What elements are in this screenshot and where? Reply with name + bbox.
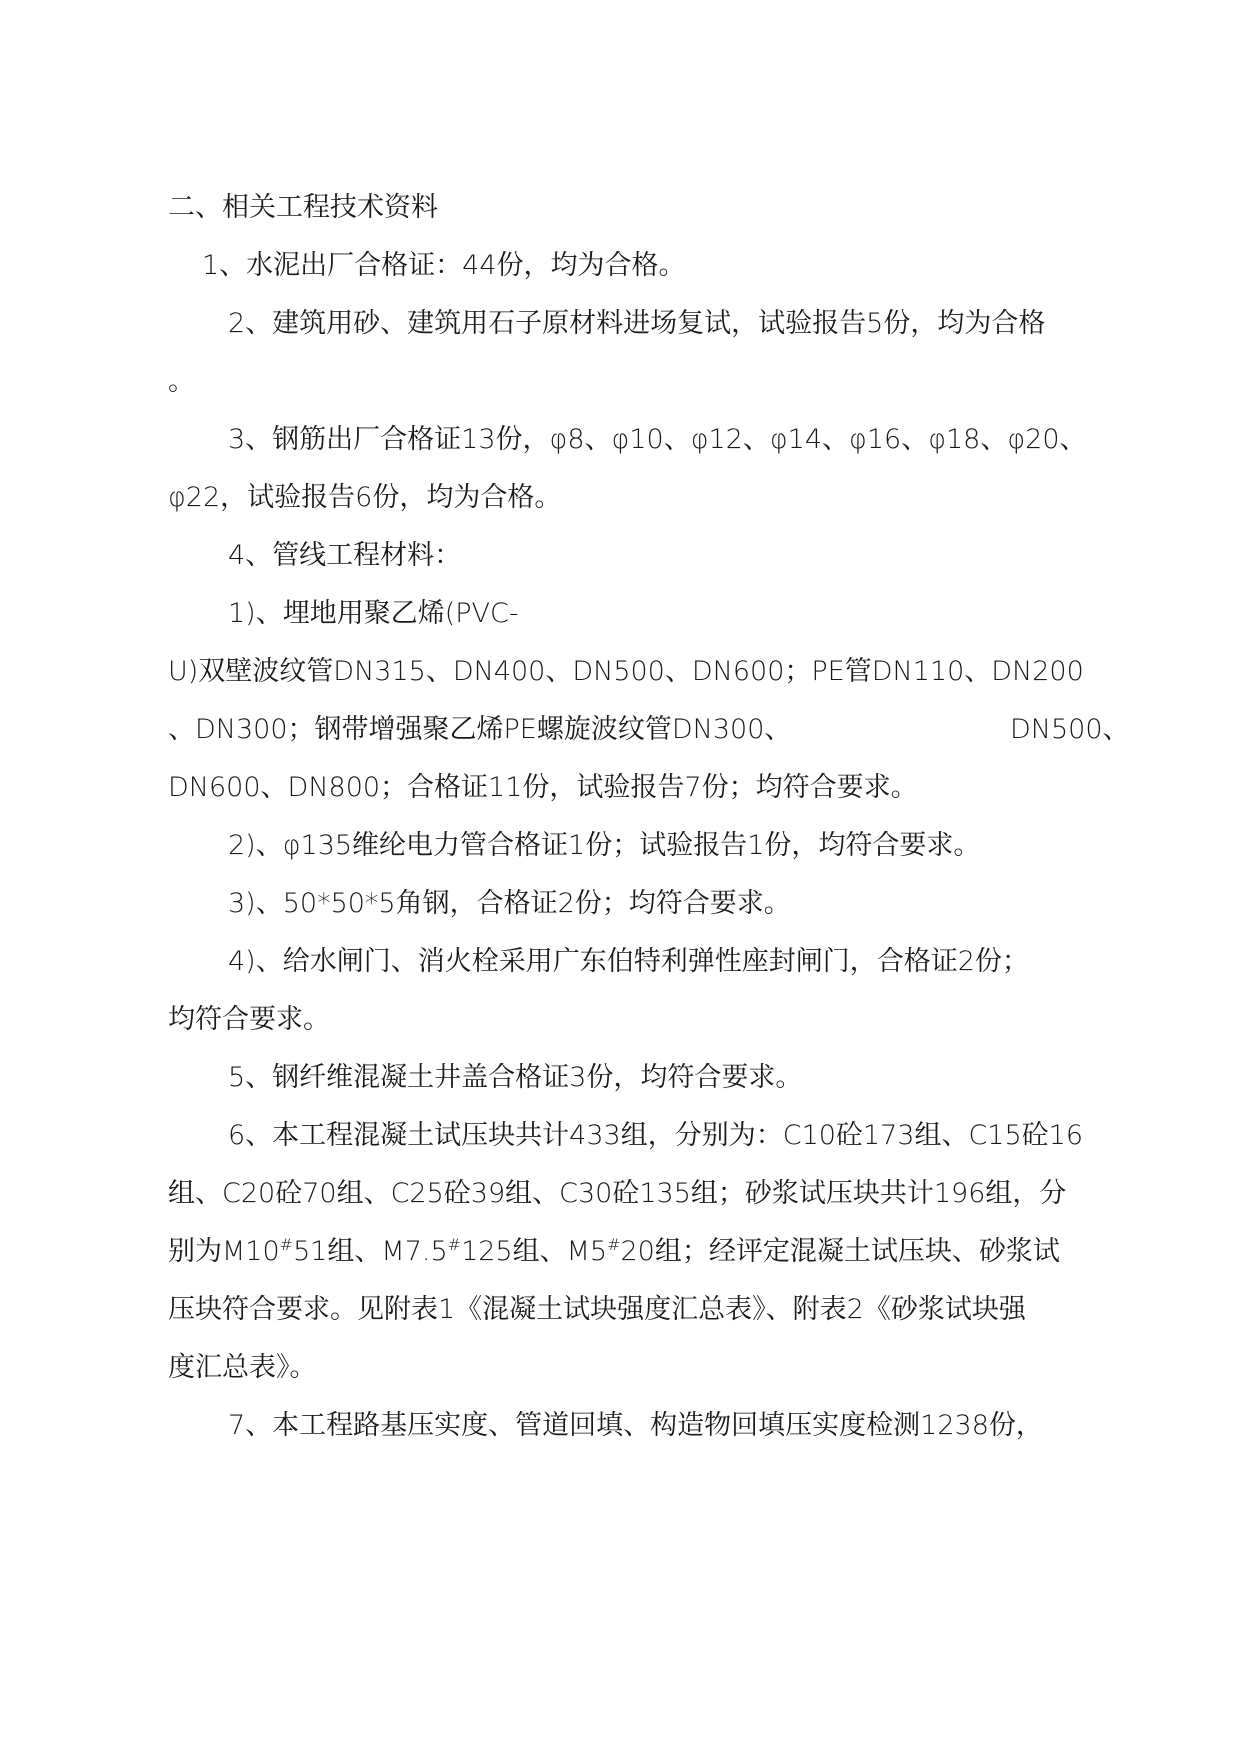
item-1: 1、水泥出厂合格证：44份，均为合格。 (202, 250, 686, 281)
item-4-2: 2)、φ135维纶电力管合格证1份；试验报告1份，均符合要求。 (228, 830, 981, 861)
item-4: 4、管线工程材料： (228, 540, 462, 571)
item-4-1-line-1: 1)、埋地用聚乙烯(PVC- (228, 598, 519, 629)
item-6-sup-3: # (607, 1235, 621, 1254)
item-3-line-2: φ22，试验报告6份，均为合格。 (168, 482, 562, 513)
section-title: 二、相关工程技术资料 (168, 192, 438, 223)
item-2-line-1: 2、建筑用砂、建筑用石子原材料进场复试，试验报告5份，均为合格 (228, 308, 1046, 339)
item-6-line-2: 组、C20砼70组、C25砼39组、C30砼135组；砂浆试压块共计196组，分 (168, 1178, 1067, 1209)
item-5: 5、钢纤维混凝土井盖合格证3份，均符合要求。 (228, 1062, 803, 1093)
item-4-4-line-1: 4)、给水闸门、消火栓采用广东伯特利弹性座封闸门，合格证2份； (228, 946, 1029, 977)
item-4-1-line-4: DN600、DN800；合格证11份，试验报告7份；均符合要求。 (168, 772, 918, 803)
item-6-text-1: 别为M10 (168, 1236, 280, 1267)
item-3-line-1: 3、钢筋出厂合格证13份，φ8、φ10、φ12、φ14、φ16、φ18、φ20、 (228, 424, 1087, 455)
item-6-text-4: 20组；经评定混凝土试压块、砂浆试 (620, 1236, 1060, 1267)
item-4-3: 3)、50*50*5角钢，合格证2份；均符合要求。 (228, 888, 791, 919)
item-4-1-line-3-tail: DN500、 (1010, 714, 1130, 745)
item-6-sup-1: # (279, 1235, 294, 1254)
item-6-text-3: 125组、M5 (461, 1236, 608, 1267)
item-6-line-4: 压块符合要求。见附表1《混凝土试块强度汇总表》、附表2《砂浆试块强 (168, 1294, 1026, 1325)
item-6-text-2: 51组、M7.5 (293, 1236, 448, 1267)
item-6-line-3 (168, 1232, 1060, 1275)
item-4-1-line-2: U)双壁波纹管DN315、DN400、DN500、DN600；PE管DN110、DN200 (168, 656, 1084, 687)
item-7: 7、本工程路基压实度、管道回填、构造物回填压实度检测1238份， (228, 1410, 1043, 1441)
item-4-1-line-3: 、DN300；钢带增强聚乙烯PE螺旋波纹管DN300、 (168, 714, 792, 745)
item-6-sup-2: # (447, 1235, 462, 1254)
item-4-4-line-2: 均符合要求。 (168, 1004, 330, 1035)
item-6-line-1: 6、本工程混凝土试压块共计433组，分别为：C10砼173组、C15砼16 (228, 1120, 1084, 1151)
item-2-line-2: 。 (168, 366, 195, 397)
item-6-line-5: 度汇总表》。 (168, 1352, 317, 1383)
